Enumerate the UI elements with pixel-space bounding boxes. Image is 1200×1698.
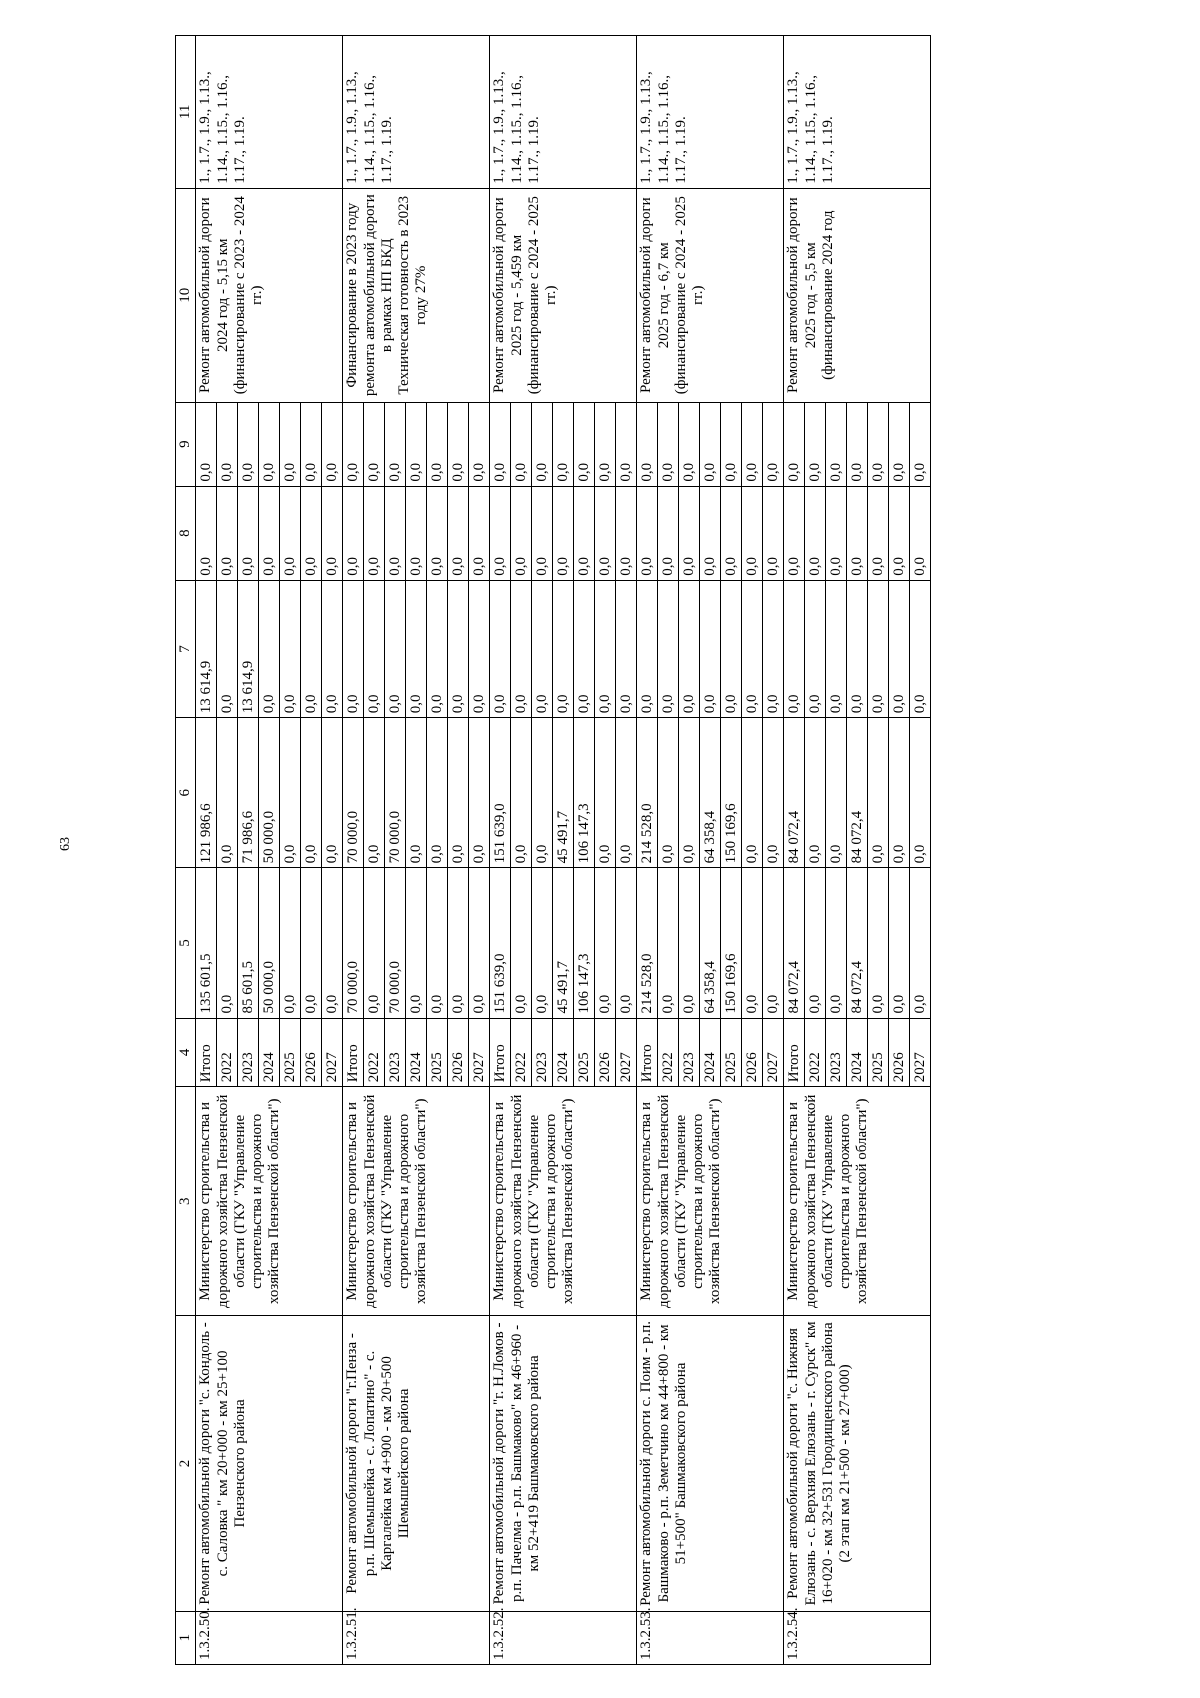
amount-list-c8 (343, 486, 490, 580)
amount-cell: 0,0 (658, 403, 679, 486)
column-header-6: 6 (176, 718, 196, 868)
amount-cell: 0,0 (912, 844, 929, 864)
amount-list-c8 (637, 486, 784, 580)
amount-cell: 0,0 (700, 403, 721, 486)
result-description: Ремонт автомобильной дороги 2025 год - 5,5 км (финансирование 2024 год (784, 188, 931, 402)
amount-cell: 0,0 (868, 581, 889, 717)
year-list (784, 1018, 931, 1087)
amount-cell: 0,0 (196, 487, 217, 580)
amount-cell: 0,0 (217, 581, 238, 717)
amount-cell: 0,0 (217, 403, 238, 486)
amount-cell: 0,0 (471, 844, 488, 864)
amount-cell: 0,0 (364, 718, 385, 867)
year-cell: Итого (637, 1019, 658, 1087)
amount-list-c7 (490, 580, 637, 717)
table-row (490, 36, 637, 1665)
year-cell: 2027 (471, 1052, 488, 1083)
column-header-3: 3 (176, 1087, 196, 1316)
amount-cell: 121 986,6 (196, 718, 217, 867)
amount-cell: 0,0 (595, 868, 616, 1017)
amount-cell: 0,0 (618, 994, 635, 1014)
amount-cell: 0,0 (868, 718, 889, 867)
result-description: Ремонт автомобильной дороги 2024 год - 5,15 км (финансирование с 2023 - 2024 гг.) (196, 188, 343, 402)
amount-cell: 13 614,9 (196, 581, 217, 717)
measure-name: Ремонт автомобильной дороги "с. Нижняя Елюзань - с. Верхняя Елюзань - г. Сурск" км 16+020 - км 32+531 Городищенского района (2 этап км 21+500 - км 27+000) (784, 1316, 931, 1611)
column-header-11: 11 (176, 36, 196, 189)
amount-cell: 0,0 (448, 581, 469, 717)
amount-cell: 70 000,0 (385, 718, 406, 867)
rotated-table-container (175, 35, 1030, 1665)
amount-cell: 151 639,0 (490, 868, 511, 1017)
year-cell: 2025 (427, 1019, 448, 1087)
amount-cell: 0,0 (742, 487, 763, 580)
row-number: 1.3.2.51. (343, 1611, 490, 1664)
year-cell: 2024 (553, 1019, 574, 1087)
amount-list-c8 (784, 486, 931, 580)
amount-cell: 0,0 (280, 868, 301, 1017)
header-row (176, 36, 196, 1665)
amount-cell: 0,0 (532, 487, 553, 580)
amount-cell: 0,0 (784, 403, 805, 486)
amount-list-c9 (343, 402, 490, 486)
amount-cell: 0,0 (324, 557, 341, 576)
amount-cell: 0,0 (618, 694, 635, 714)
amount-cell: 0,0 (742, 868, 763, 1017)
year-cell: 2024 (259, 1019, 280, 1087)
year-cell: 2023 (826, 1019, 847, 1087)
amount-cell: 0,0 (595, 403, 616, 486)
amount-cell: 0,0 (511, 868, 532, 1017)
amount-list-c5 (196, 868, 343, 1018)
year-cell: 2025 (868, 1019, 889, 1087)
year-cell: 2023 (532, 1019, 553, 1087)
amount-cell: 84 072,4 (847, 718, 868, 867)
amount-cell: 0,0 (385, 403, 406, 486)
measure-name: Ремонт автомобильной дороги "г. Н.Ломов - р.п. Пачелма - р.п. Башмаково" км 46+960 - км 52+419 Башмаковского района (490, 1316, 637, 1611)
amount-list-c8 (490, 486, 637, 580)
amount-cell: 0,0 (196, 403, 217, 486)
amount-cell: 0,0 (301, 868, 322, 1017)
year-cell: 2022 (511, 1019, 532, 1087)
indicator-links: 1., 1.7., 1.9., 1.13., 1.14., 1.15., 1.16., 1.17., 1.19. (196, 36, 343, 189)
column-header-2: 2 (176, 1316, 196, 1611)
measure-name: Ремонт автомобильной дороги "с. Кондоль - с. Саловка " км 20+000 - км 25+100 Пензенского района (196, 1316, 343, 1611)
year-cell: Итого (490, 1019, 511, 1087)
amount-cell: 0,0 (889, 718, 910, 867)
row-number: 1.3.2.53. (637, 1611, 784, 1664)
amount-cell: 151 639,0 (490, 718, 511, 867)
amount-cell: 0,0 (280, 487, 301, 580)
year-list (490, 1018, 637, 1087)
amount-cell: 0,0 (679, 581, 700, 717)
amount-cell: 135 601,5 (196, 868, 217, 1017)
amount-list-c7 (196, 580, 343, 717)
amount-list-c9 (637, 402, 784, 486)
amount-cell: 0,0 (637, 487, 658, 580)
amount-cell: 0,0 (595, 487, 616, 580)
amount-list-c6 (343, 718, 490, 868)
amount-list-c5 (637, 868, 784, 1018)
amount-cell: 0,0 (784, 581, 805, 717)
amount-cell: 0,0 (532, 868, 553, 1017)
amount-cell: 84 072,4 (784, 868, 805, 1017)
year-cell: 2022 (805, 1019, 826, 1087)
amount-cell: 0,0 (765, 844, 782, 864)
amount-cell: 0,0 (826, 487, 847, 580)
amount-cell: 0,0 (700, 581, 721, 717)
column-header-4: 4 (176, 1018, 196, 1087)
amount-cell: 0,0 (259, 581, 280, 717)
amount-cell: 0,0 (721, 581, 742, 717)
amount-cell: 0,0 (301, 718, 322, 867)
amount-cell: 0,0 (490, 403, 511, 486)
amount-cell: 0,0 (490, 487, 511, 580)
amount-cell: 0,0 (238, 403, 259, 486)
year-list (343, 1018, 490, 1087)
table-row (196, 36, 343, 1665)
amount-cell: 0,0 (889, 403, 910, 486)
amount-cell: 70 000,0 (385, 868, 406, 1017)
amount-cell: 0,0 (511, 403, 532, 486)
year-cell: 2023 (238, 1019, 259, 1087)
amount-cell: 84 072,4 (847, 868, 868, 1017)
table-row (343, 36, 490, 1665)
amount-list-c5 (490, 868, 637, 1018)
measure-name: Ремонт автомобильной дороги "г.Пенза - р.п. Шемышейка - с. Лопатино" - с. Каргалейка км 4+900 - км 20+500 Шемышейского района (343, 1316, 490, 1611)
amount-cell: 0,0 (343, 581, 364, 717)
amount-cell: 0,0 (471, 994, 488, 1014)
amount-cell: 0,0 (912, 557, 929, 576)
amount-list-c9 (784, 402, 931, 486)
amount-list-c7 (637, 580, 784, 717)
amount-cell: 0,0 (343, 487, 364, 580)
year-cell: 2027 (618, 1052, 635, 1083)
amount-cell: 0,0 (805, 868, 826, 1017)
table-row (637, 36, 784, 1665)
amount-cell: 0,0 (742, 581, 763, 717)
indicator-links: 1., 1.7., 1.9., 1.13., 1.14., 1.15., 1.16., 1.17., 1.19. (637, 36, 784, 189)
amount-cell: 0,0 (427, 581, 448, 717)
amount-cell: 0,0 (700, 487, 721, 580)
amount-list-c9 (490, 402, 637, 486)
amount-cell: 0,0 (406, 718, 427, 867)
amount-cell: 45 491,7 (553, 868, 574, 1017)
amount-cell: 70 000,0 (343, 718, 364, 867)
amount-cell: 0,0 (574, 581, 595, 717)
amount-list-c9 (196, 402, 343, 486)
executor: Министерство строительства и дорожного хозяйства Пензенской области (ГКУ "Управление строительства и дорожного хозяйства Пензенской области") (490, 1087, 637, 1316)
amount-cell: 0,0 (574, 403, 595, 486)
amount-cell: 0,0 (721, 487, 742, 580)
amount-cell: 0,0 (280, 403, 301, 486)
amount-cell: 0,0 (553, 487, 574, 580)
amount-cell: 0,0 (343, 403, 364, 486)
column-header-8: 8 (176, 486, 196, 580)
amount-cell: 0,0 (868, 403, 889, 486)
amount-cell: 0,0 (826, 718, 847, 867)
amount-list-c6 (196, 718, 343, 868)
amount-cell: 0,0 (826, 581, 847, 717)
amount-cell: 0,0 (805, 487, 826, 580)
amount-cell: 50 000,0 (259, 868, 280, 1017)
year-cell: 2022 (364, 1019, 385, 1087)
amount-cell: 0,0 (765, 694, 782, 714)
amount-cell: 0,0 (427, 718, 448, 867)
year-cell: Итого (343, 1019, 364, 1087)
amount-cell: 0,0 (889, 487, 910, 580)
amount-cell: 0,0 (889, 581, 910, 717)
amount-list-c6 (490, 718, 637, 868)
amount-cell: 106 147,3 (574, 718, 595, 867)
amount-cell: 0,0 (826, 868, 847, 1017)
amount-cell: 0,0 (471, 557, 488, 576)
amount-cell: 0,0 (679, 487, 700, 580)
amount-cell: 0,0 (595, 718, 616, 867)
amount-cell: 45 491,7 (553, 718, 574, 867)
amount-cell: 0,0 (532, 718, 553, 867)
year-cell: 2027 (765, 1052, 782, 1083)
amount-list-c6 (784, 718, 931, 868)
amount-cell: 0,0 (427, 403, 448, 486)
amount-cell: 13 614,9 (238, 581, 259, 717)
amount-cell: 0,0 (553, 403, 574, 486)
amount-list-c8 (196, 486, 343, 580)
amount-cell: 0,0 (511, 718, 532, 867)
executor: Министерство строительства и дорожного хозяйства Пензенской области (ГКУ "Управление строительства и дорожного хозяйства Пензенской области") (784, 1087, 931, 1316)
amount-cell: 0,0 (324, 462, 341, 482)
amount-cell: 0,0 (364, 403, 385, 486)
amount-cell: 0,0 (658, 868, 679, 1017)
amount-cell: 71 986,6 (238, 718, 259, 867)
year-cell: 2025 (574, 1019, 595, 1087)
amount-cell: 0,0 (805, 403, 826, 486)
year-cell: 2022 (217, 1019, 238, 1087)
amount-cell: 0,0 (217, 868, 238, 1017)
year-cell: 2024 (406, 1019, 427, 1087)
amount-cell: 64 358,4 (700, 718, 721, 867)
amount-cell: 0,0 (448, 718, 469, 867)
column-header-5: 5 (176, 868, 196, 1018)
amount-cell: 0,0 (742, 718, 763, 867)
amount-cell: 85 601,5 (238, 868, 259, 1017)
amount-cell: 0,0 (471, 462, 488, 482)
indicator-links: 1., 1.7., 1.9., 1.13., 1.14., 1.15., 1.16., 1.17., 1.19. (784, 36, 931, 189)
amount-cell: 0,0 (385, 581, 406, 717)
amount-cell: 0,0 (280, 581, 301, 717)
row-number: 1.3.2.52. (490, 1611, 637, 1664)
amount-cell: 0,0 (868, 487, 889, 580)
column-header-10: 10 (176, 188, 196, 402)
amount-cell: 0,0 (765, 557, 782, 576)
year-cell: 2027 (912, 1052, 929, 1083)
row-number: 1.3.2.50. (196, 1611, 343, 1664)
row-number: 1.3.2.54. (784, 1611, 931, 1664)
amount-cell: 0,0 (259, 487, 280, 580)
amount-cell: 0,0 (805, 581, 826, 717)
amount-cell: 0,0 (324, 994, 341, 1014)
amount-cell: 0,0 (238, 487, 259, 580)
amount-cell: 0,0 (406, 487, 427, 580)
year-cell: 2026 (595, 1019, 616, 1087)
amount-cell: 0,0 (448, 487, 469, 580)
year-cell: 2023 (385, 1019, 406, 1087)
amount-cell: 0,0 (406, 581, 427, 717)
amount-cell: 0,0 (301, 403, 322, 486)
table-row (784, 36, 931, 1665)
amount-cell: 0,0 (889, 868, 910, 1017)
indicator-links: 1., 1.7., 1.9., 1.13., 1.14., 1.15., 1.16., 1.17., 1.19. (490, 36, 637, 189)
year-cell: 2026 (448, 1019, 469, 1087)
table-body (196, 36, 931, 1665)
year-cell: Итого (784, 1019, 805, 1087)
amount-cell: 0,0 (679, 868, 700, 1017)
amount-cell: 0,0 (765, 462, 782, 482)
year-cell: 2026 (301, 1019, 322, 1087)
amount-cell: 0,0 (618, 844, 635, 864)
amount-cell: 0,0 (364, 487, 385, 580)
year-cell: Итого (196, 1019, 217, 1087)
year-list (196, 1018, 343, 1087)
amount-cell: 0,0 (427, 487, 448, 580)
amount-cell: 0,0 (784, 487, 805, 580)
year-cell: 2024 (700, 1019, 721, 1087)
year-cell: 2025 (280, 1019, 301, 1087)
result-description: Финансирование в 2023 году ремонта автомобильной дороги в рамках НП БКД Техническая готовность в 2023 году 27% (343, 188, 490, 402)
year-cell: 2026 (742, 1019, 763, 1087)
measure-name: Ремонт автомобильной дороги с. Поим - р.п. Башмаково - р.п. Земетчино км 44+800 - км 51+500" Башмаковского района (637, 1316, 784, 1611)
executor: Министерство строительства и дорожного хозяйства Пензенской области (ГКУ "Управление строительства и дорожного хозяйства Пензенской области") (196, 1087, 343, 1316)
column-header-7: 7 (176, 580, 196, 717)
amount-cell: 150 169,6 (721, 718, 742, 867)
amount-cell: 0,0 (847, 487, 868, 580)
year-cell: 2022 (658, 1019, 679, 1087)
amount-cell: 0,0 (618, 557, 635, 576)
year-cell: 2024 (847, 1019, 868, 1087)
amount-cell: 0,0 (217, 487, 238, 580)
amount-cell: 0,0 (471, 694, 488, 714)
amount-cell: 0,0 (847, 403, 868, 486)
year-cell: 2023 (679, 1019, 700, 1087)
amount-cell: 0,0 (406, 403, 427, 486)
amount-cell: 0,0 (448, 403, 469, 486)
amount-cell: 0,0 (364, 868, 385, 1017)
amount-cell: 0,0 (679, 718, 700, 867)
amount-cell: 0,0 (637, 581, 658, 717)
amount-cell: 0,0 (532, 581, 553, 717)
amount-cell: 0,0 (324, 694, 341, 714)
amount-cell: 0,0 (364, 581, 385, 717)
amount-cell: 214 528,0 (637, 718, 658, 867)
page-number: 63 (58, 837, 73, 851)
amount-cell: 0,0 (259, 403, 280, 486)
amount-cell: 0,0 (805, 718, 826, 867)
amount-cell: 0,0 (427, 868, 448, 1017)
year-cell: 2026 (889, 1019, 910, 1087)
amount-cell: 0,0 (301, 581, 322, 717)
amount-cell: 64 358,4 (700, 868, 721, 1017)
amount-cell: 0,0 (658, 487, 679, 580)
amount-cell: 0,0 (765, 994, 782, 1014)
amount-cell: 0,0 (532, 403, 553, 486)
amount-cell: 0,0 (385, 487, 406, 580)
amount-cell: 0,0 (511, 581, 532, 717)
year-cell: 2025 (721, 1019, 742, 1087)
amount-cell: 70 000,0 (343, 868, 364, 1017)
amount-cell: 0,0 (280, 718, 301, 867)
amount-cell: 0,0 (217, 718, 238, 867)
amount-cell: 0,0 (324, 844, 341, 864)
year-list (637, 1018, 784, 1087)
amount-cell: 50 000,0 (259, 718, 280, 867)
amount-cell: 0,0 (406, 868, 427, 1017)
program-table (175, 35, 931, 1665)
amount-cell: 0,0 (658, 718, 679, 867)
amount-cell: 0,0 (742, 403, 763, 486)
amount-cell: 0,0 (511, 487, 532, 580)
executor: Министерство строительства и дорожного хозяйства Пензенской области (ГКУ "Управление строительства и дорожного хозяйства Пензенской области") (343, 1087, 490, 1316)
amount-cell: 0,0 (448, 868, 469, 1017)
amount-list-c5 (784, 868, 931, 1018)
amount-cell: 106 147,3 (574, 868, 595, 1017)
year-cell: 2027 (324, 1052, 341, 1083)
amount-list-c5 (343, 868, 490, 1018)
amount-cell: 0,0 (301, 487, 322, 580)
amount-cell: 0,0 (826, 403, 847, 486)
amount-list-c7 (343, 580, 490, 717)
executor: Министерство строительства и дорожного хозяйства Пензенской области (ГКУ "Управление строительства и дорожного хозяйства Пензенской области") (637, 1087, 784, 1316)
result-description: Ремонт автомобильной дороги 2025 год - 6,7 км (финансирование с 2024 - 2025 гг.) (637, 188, 784, 402)
amount-cell: 0,0 (637, 403, 658, 486)
amount-cell: 214 528,0 (637, 868, 658, 1017)
result-description: Ремонт автомобильной дороги 2025 год - 5,459 км (финансирование с 2024 - 2025 гг.) (490, 188, 637, 402)
amount-cell: 0,0 (490, 581, 511, 717)
amount-cell: 0,0 (618, 462, 635, 482)
amount-cell: 0,0 (912, 462, 929, 482)
amount-cell: 0,0 (574, 487, 595, 580)
amount-cell: 0,0 (658, 581, 679, 717)
column-header-9: 9 (176, 402, 196, 486)
amount-list-c6 (637, 718, 784, 868)
amount-cell: 0,0 (595, 581, 616, 717)
amount-cell: 150 169,6 (721, 868, 742, 1017)
indicator-links: 1., 1.7., 1.9., 1.13., 1.14., 1.15., 1.16., 1.17., 1.19. (343, 36, 490, 189)
amount-cell: 0,0 (912, 994, 929, 1014)
amount-cell: 0,0 (721, 403, 742, 486)
amount-cell: 84 072,4 (784, 718, 805, 867)
amount-cell: 0,0 (868, 868, 889, 1017)
amount-list-c7 (784, 580, 931, 717)
amount-cell: 0,0 (912, 694, 929, 714)
amount-cell: 0,0 (679, 403, 700, 486)
amount-cell: 0,0 (847, 581, 868, 717)
column-header-1: 1 (176, 1611, 196, 1664)
amount-cell: 0,0 (553, 581, 574, 717)
